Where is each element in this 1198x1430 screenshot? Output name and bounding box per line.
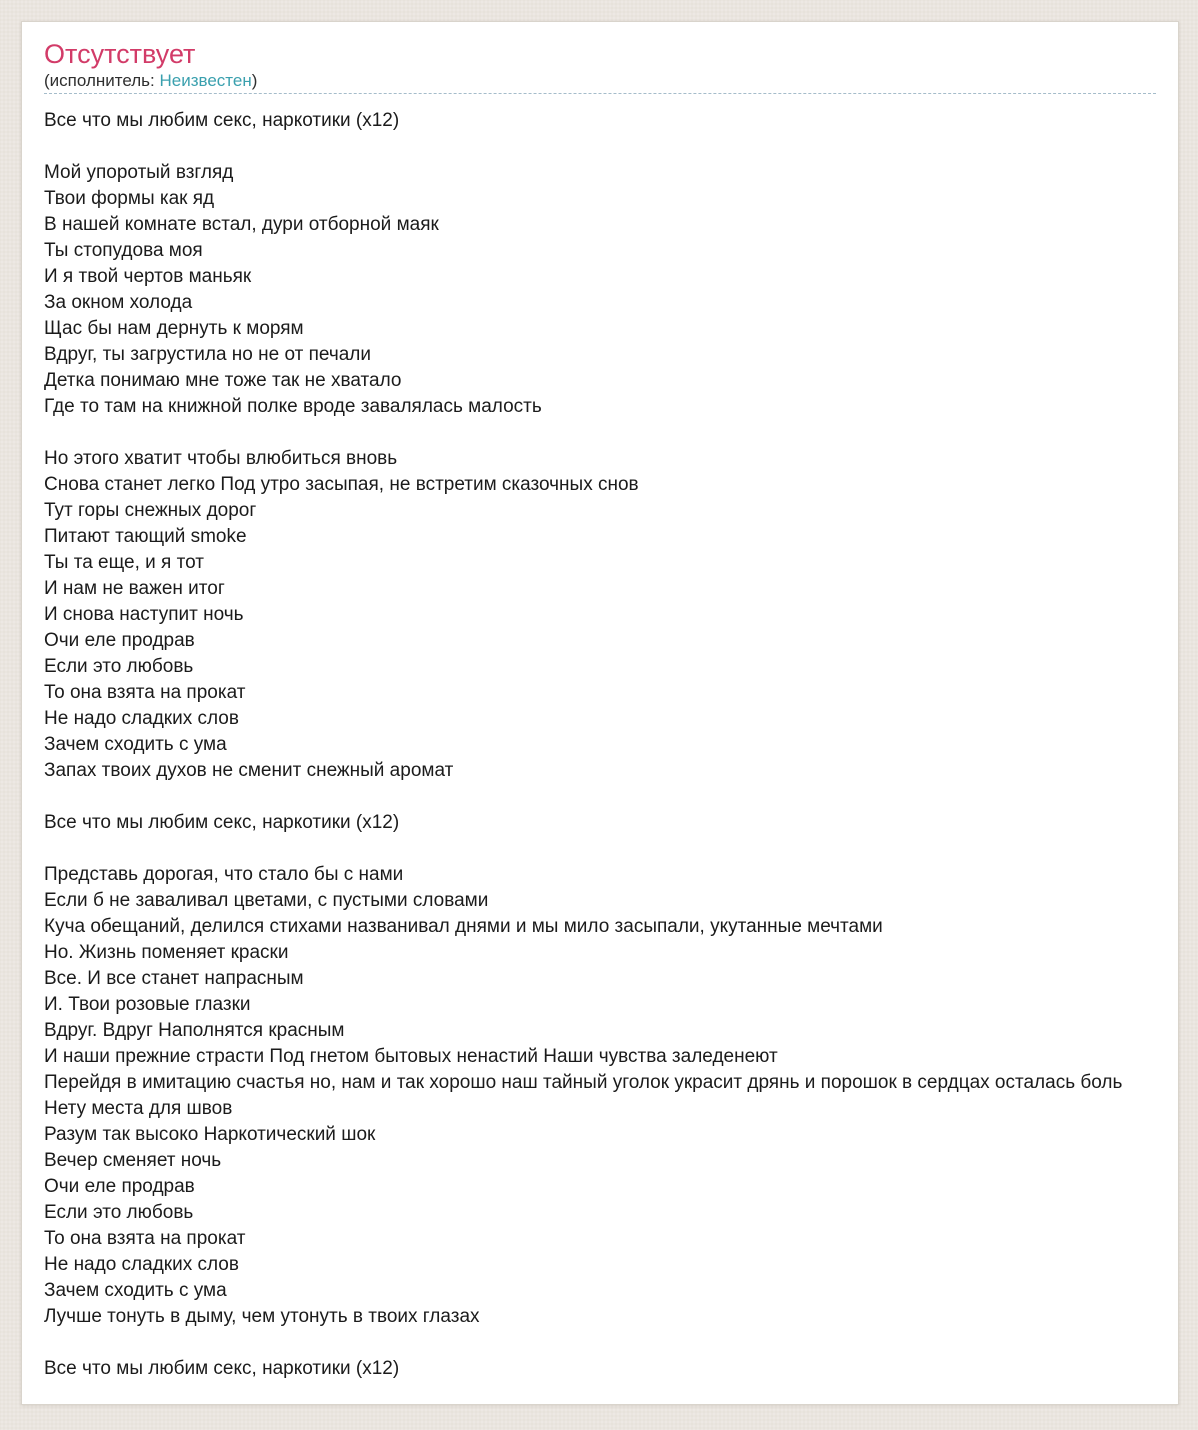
lyric-line: Все. И все станет напрасным <box>44 968 304 989</box>
lyric-line: То она взята на прокат <box>44 1228 246 1249</box>
lyric-line: И снова наступит ночь <box>44 604 244 625</box>
lyric-line: Снова станет легко Под утро засыпая, не встретим сказочных снов <box>44 474 639 495</box>
lyric-line: Если это любовь <box>44 1202 194 1223</box>
lyric-line: Детка понимаю мне тоже так не хватало <box>44 370 402 391</box>
lyric-line: Куча обещаний, делился стихами названивал днями и мы мило засыпали, укутанные мечтами <box>44 916 883 937</box>
lyric-line: Не надо сладких слов <box>44 708 239 729</box>
lyric-line: Не надо сладких слов <box>44 1254 239 1275</box>
lyric-line: То она взята на прокат <box>44 682 246 703</box>
lyric-line: Ты та еще, и я тот <box>44 552 204 573</box>
lyric-line: Ты стопудова моя <box>44 240 203 261</box>
lyric-line: За окном холода <box>44 292 193 313</box>
lyric-line: Вдруг, ты загрустила но не от печали <box>44 344 371 365</box>
lyric-line: Но этого хватит чтобы влюбиться вновь <box>44 448 398 469</box>
lyrics-card <box>21 21 1179 1405</box>
lyric-line: И нам не важен итог <box>44 578 225 599</box>
lyric-line: Очи еле продрав <box>44 630 195 651</box>
lyric-line: Зачем сходить с ума <box>44 1280 227 1301</box>
lyric-line: Нету места для швов <box>44 1098 233 1119</box>
lyric-line: Все что мы любим секс, наркотики (x12) <box>44 812 400 833</box>
lyric-line: Если это любовь <box>44 656 194 677</box>
lyric-line: И. Твои розовые глазки <box>44 994 251 1015</box>
lyric-line <box>44 784 1156 810</box>
lyric-line: И я твой чертов маньяк <box>44 266 252 287</box>
lyric-line: Тут горы снежных дорог <box>44 500 257 521</box>
artist-label-close: ) <box>251 71 258 90</box>
lyric-line: Все что мы любим секс, наркотики (x12) <box>44 1358 400 1379</box>
lyric-line <box>44 1330 1156 1356</box>
lyric-line: Очи еле продрав <box>44 1176 195 1197</box>
lyric-line: Но. Жизнь поменяет краски <box>44 942 289 963</box>
lyric-line: Лучше тонуть в дыму, чем утонуть в твоих глазах <box>44 1306 480 1327</box>
lyric-line <box>44 420 1156 446</box>
lyric-line: Вдруг. Вдруг Наполнятся красным <box>44 1020 345 1041</box>
lyric-line: Питают тающий smoke <box>44 526 247 547</box>
artist-row <box>44 70 1156 94</box>
artist-link[interactable]: Неизвестен <box>159 71 252 90</box>
lyric-line: В нашей комнате встал, дури отборной маяк <box>44 214 439 235</box>
lyric-line: Представь дорогая, что стало бы с нами <box>44 864 404 885</box>
lyrics-text-block <box>44 108 1156 1382</box>
lyric-line: Щас бы нам дернуть к морям <box>44 318 304 339</box>
lyric-line <box>44 836 1156 862</box>
lyric-line: Все что мы любим секс, наркотики (x12) <box>44 110 400 131</box>
lyric-line: Зачем сходить с ума <box>44 734 227 755</box>
lyric-line: Перейдя в имитацию счастья но, нам и так хорошо наш тайный уголок украсит дрянь и порошок в сердцах осталась боль <box>44 1072 1123 1093</box>
lyric-line: Разум так высоко Наркотический шок <box>44 1124 376 1145</box>
lyric-line <box>44 134 1156 160</box>
lyric-line: Если б не заваливал цветами, с пустыми словами <box>44 890 489 911</box>
artist-label: (исполнитель: <box>44 71 160 90</box>
lyric-line: Запах твоих духов не сменит снежный аромат <box>44 760 454 781</box>
page-title: Отсутствует <box>44 39 196 69</box>
lyric-line: Твои формы как яд <box>44 188 215 209</box>
lyric-line: И наши прежние страсти Под гнетом бытовых ненастий Наши чувства заледенеют <box>44 1046 778 1067</box>
lyric-line: Мой упоротый взгляд <box>44 162 234 183</box>
lyric-line: Где то там на книжной полке вроде завалялась малость <box>44 396 542 417</box>
lyric-line: Вечер сменяет ночь <box>44 1150 222 1171</box>
